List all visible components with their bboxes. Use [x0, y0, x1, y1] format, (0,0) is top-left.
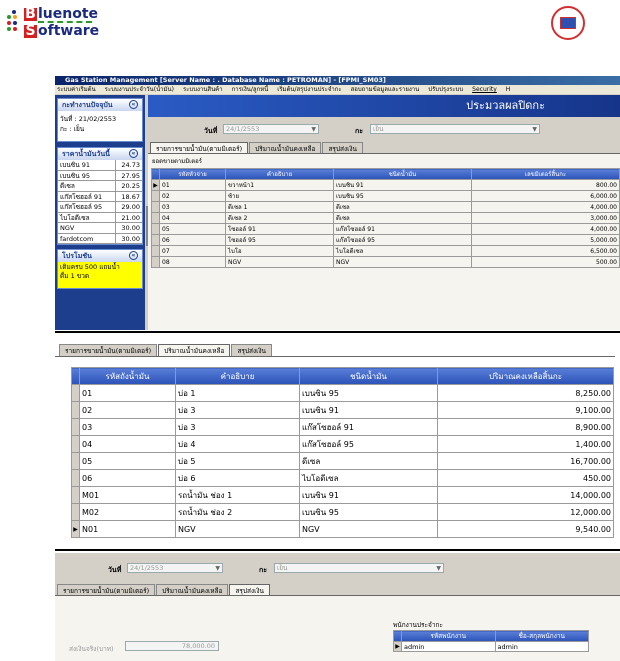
tab-0[interactable]: รายการขายน้ำมัน(ตามมิเตอร์) — [150, 142, 248, 155]
cell-desc: บ่อ 5 — [176, 453, 300, 470]
cell-desc: NGV — [176, 521, 300, 538]
fuel-price-row — [58, 202, 142, 213]
column-header[interactable]: รหัสหัวจ่าย — [160, 169, 226, 180]
fuel-name: ไบโอดีเซล — [58, 213, 116, 223]
date-label: วันที่ — [108, 566, 122, 574]
cell-fuel: แก๊สโซฮอล์ 95 — [334, 235, 472, 246]
staff-table — [393, 630, 589, 652]
date-input[interactable]: 24/1/2553 ▼ — [223, 124, 319, 134]
cell-desc: บ่อ 3 — [176, 402, 300, 419]
cell-desc: ซ้าย — [226, 191, 334, 202]
cell-fuel: ไบโอดีเซล — [300, 470, 438, 487]
table-row[interactable] — [72, 470, 614, 487]
chevron-down-icon: ▼ — [215, 565, 220, 572]
row-selector[interactable] — [152, 213, 160, 224]
cell-code: admin — [402, 642, 496, 652]
row-selector[interactable]: ▶ — [72, 521, 80, 538]
cell-val: 4,000.00 — [472, 202, 620, 213]
column-header[interactable]: ชนิดน้ำมัน — [334, 169, 472, 180]
cell-fuel: แก๊สโซฮอล์ 95 — [300, 436, 438, 453]
cell-val: 800.00 — [472, 180, 620, 191]
summary-section — [55, 553, 620, 661]
fuel-name: เบนซิน 91 — [58, 160, 116, 170]
fuel-name: เบนซิน 95 — [58, 171, 116, 181]
menu-item-4[interactable]: เริ่มต้น/สรุปงานประจำกะ — [277, 86, 342, 93]
cell-val: 450.00 — [438, 470, 614, 487]
row-selector[interactable] — [72, 402, 80, 419]
shift-label: กะ — [259, 566, 267, 574]
fuel-name: แก๊สโซฮอล์ 95 — [58, 202, 116, 212]
fuel-name: NGV — [58, 223, 116, 233]
window-title: Gas Station Management [Server Name : . Database Name : PETROMAN] - [FPMI_SM03] — [55, 76, 620, 85]
collapse-icon[interactable]: « — [129, 251, 138, 260]
table-row[interactable] — [72, 419, 614, 436]
cell-code: 06 — [80, 470, 176, 487]
fuel-price: 18.67 — [121, 192, 140, 201]
cell-fuel: ดีเซล — [334, 213, 472, 224]
cell-code: 01 — [160, 180, 226, 191]
menu-item-1[interactable]: ระบบงานประจำวัน(น้ำมัน) — [104, 86, 174, 93]
row-selector[interactable] — [72, 470, 80, 487]
row-selector[interactable] — [152, 235, 160, 246]
column-header[interactable]: เลขมิเตอร์สิ้นกะ — [472, 169, 620, 180]
fuel-price-row — [58, 192, 142, 203]
fuel-price-row — [58, 171, 142, 182]
cell-code: 03 — [80, 419, 176, 436]
column-header[interactable]: คำอธิบาย — [176, 368, 300, 385]
cell-fuel: เบนซิน 95 — [300, 385, 438, 402]
menu-item-2[interactable]: ระบบงานสินค้า — [182, 86, 223, 93]
date-input[interactable]: 24/1/2553 ▼ — [127, 563, 223, 573]
cell-val: 5,000.00 — [472, 235, 620, 246]
menu-item-7[interactable]: Security — [472, 86, 497, 93]
column-header[interactable]: คำอธิบาย — [226, 169, 334, 180]
menu-item-3[interactable]: การเงิน/ลูกหนี้ — [231, 86, 269, 93]
page-title: ประมวลผลปิดกะ — [148, 95, 620, 117]
cell-desc: ดีเซล 2 — [226, 213, 334, 224]
fuel-price-row — [58, 213, 142, 224]
column-header[interactable]: ชนิดน้ำมัน — [300, 368, 438, 385]
table-row[interactable] — [72, 487, 614, 504]
tab-2[interactable]: สรุปส่งเงิน — [322, 142, 363, 155]
shift-select[interactable]: เย็น ▼ — [274, 563, 444, 573]
cell-code: 06 — [160, 235, 226, 246]
cell-code: 03 — [160, 202, 226, 213]
cell-val: 6,500.00 — [472, 246, 620, 257]
table-row[interactable] — [152, 213, 620, 224]
cell-code: 01 — [80, 385, 176, 402]
cell-fuel: NGV — [334, 257, 472, 268]
cell-fuel: เบนซิน 95 — [300, 504, 438, 521]
cell-val: 1,400.00 — [438, 436, 614, 453]
cell-val: 3,000.00 — [472, 213, 620, 224]
row-selector[interactable] — [152, 224, 160, 235]
row-selector[interactable] — [72, 504, 80, 521]
row-selector-header — [152, 169, 160, 180]
fuel-price: 29.00 — [121, 203, 140, 211]
stock-table — [71, 367, 614, 538]
table-row[interactable] — [152, 202, 620, 213]
cell-code: N01 — [80, 521, 176, 538]
cell-val: 9,540.00 — [438, 521, 614, 538]
fuel-price: 27.95 — [121, 171, 140, 180]
fuel-price: 30.00 — [121, 234, 140, 243]
cell-fuel: ดีเซล — [334, 202, 472, 213]
column-header[interactable]: ปริมาณคงเหลือสิ้นกะ — [438, 368, 614, 385]
menu-item-0[interactable]: ระบบค่าเริ่มต้น — [57, 86, 96, 93]
shift-label: กะ — [355, 127, 363, 135]
cell-val: 8,900.00 — [438, 419, 614, 436]
menu-bar — [55, 85, 620, 94]
current-shift-panel — [57, 98, 143, 142]
promotion-text: เติมครบ 500 แถมน้ำ — [60, 263, 120, 271]
fuel-price-title: ราคาน้ำมันวันนี้ — [62, 150, 110, 158]
cell-code: 05 — [80, 453, 176, 470]
company-logo: B luenote S oftware — [25, 6, 100, 39]
app-window — [55, 76, 620, 330]
cell-fuel: ไบโอดีเซล — [334, 246, 472, 257]
fuel-name: fardotcom — [58, 234, 116, 244]
cell-fuel: เบนซิน 95 — [334, 191, 472, 202]
table-row[interactable] — [72, 436, 614, 453]
cell-fuel: แก๊สโซฮอล์ 91 — [300, 419, 438, 436]
row-selector[interactable] — [152, 191, 160, 202]
meter-group-label: ยอดขายตามมิเตอร์ — [152, 158, 202, 165]
cell-desc: โซฮอล์ 95 — [226, 235, 334, 246]
cell-fuel: แก๊สโซฮอล์ 91 — [334, 224, 472, 235]
cell-desc: ดีเซล 1 — [226, 202, 334, 213]
cell-val: 6,000.00 — [472, 191, 620, 202]
menu-item-5[interactable]: สอบถามข้อมูลและรายงาน — [350, 86, 420, 93]
cell-fuel: เบนซิน 91 — [300, 487, 438, 504]
menu-item-8[interactable]: H — [505, 86, 511, 93]
row-selector[interactable] — [72, 453, 80, 470]
date-label: วันที่ — [204, 127, 218, 135]
cell-code: 04 — [80, 436, 176, 453]
column-header[interactable]: รหัสพนักงาน — [402, 631, 496, 642]
row-selector-header — [72, 368, 80, 385]
chevron-down-icon: ▼ — [532, 126, 537, 133]
tab-1[interactable]: ปริมาณน้ำมันคงเหลือ — [158, 344, 230, 357]
cell-code: M01 — [80, 487, 176, 504]
cell-desc: รถน้ำมัน ช่อง 2 — [176, 504, 300, 521]
cell-val: 8,250.00 — [438, 385, 614, 402]
cell-code: 04 — [160, 213, 226, 224]
tab-0[interactable]: รายการขายน้ำมัน(ตามมิเตอร์) — [57, 584, 155, 597]
table-row[interactable] — [72, 385, 614, 402]
shift-select[interactable]: เย็น ▼ — [370, 124, 540, 134]
cell-val: 9,100.00 — [438, 402, 614, 419]
fuel-name: ดีเซล — [58, 181, 116, 191]
logo-divider — [38, 21, 92, 23]
cell-val: 4,000.00 — [472, 224, 620, 235]
promotion-title: โปรโมชัน — [62, 252, 92, 260]
fuel-price-row — [58, 181, 142, 192]
cell-code: 07 — [160, 246, 226, 257]
fuel-price-row — [58, 234, 142, 245]
cell-desc: รถน้ำมัน ช่อง 1 — [176, 487, 300, 504]
sidebar — [55, 95, 145, 330]
table-row[interactable] — [72, 504, 614, 521]
table-row[interactable] — [152, 257, 620, 268]
table-row[interactable] — [72, 402, 614, 419]
table-row[interactable] — [152, 224, 620, 235]
cell-desc: บ่อ 6 — [176, 470, 300, 487]
fuel-price-panel — [57, 147, 143, 245]
chevron-down-icon: ▼ — [311, 126, 316, 133]
cash-input[interactable]: 78,000.00 — [125, 641, 219, 651]
fuel-price: 21.00 — [121, 213, 140, 222]
cell-desc: บ่อ 4 — [176, 436, 300, 453]
cell-val: 14,000.00 — [438, 487, 614, 504]
cell-code: 02 — [160, 191, 226, 202]
staff-group-label: พนักงานประจำกะ — [393, 621, 443, 629]
cell-val: 12,000.00 — [438, 504, 614, 521]
cell-fuel: NGV — [300, 521, 438, 538]
cell-code: 05 — [160, 224, 226, 235]
collapse-icon[interactable]: « — [129, 100, 138, 109]
cell-desc: บ่อ 1 — [176, 385, 300, 402]
row-selector[interactable]: ▶ — [153, 181, 158, 189]
cell-fuel: เบนซิน 91 — [300, 402, 438, 419]
table-row[interactable] — [72, 453, 614, 470]
row-selector[interactable] — [72, 385, 80, 402]
fuel-price: 24.73 — [121, 161, 140, 169]
row-selector[interactable] — [152, 202, 160, 213]
cell-code: 02 — [80, 402, 176, 419]
meter-table — [151, 168, 620, 268]
menu-item-6[interactable]: ปรับปรุงระบบ — [428, 86, 464, 93]
cell-desc: บ่อ 3 — [176, 419, 300, 436]
column-header[interactable]: รหัสถังน้ำมัน — [80, 368, 176, 385]
collapse-icon[interactable]: « — [129, 149, 138, 158]
tab-1[interactable]: ปริมาณน้ำมันคงเหลือ — [156, 584, 228, 597]
cell-name: admin — [495, 642, 589, 652]
table-row[interactable] — [72, 521, 614, 538]
row-selector-header — [394, 631, 402, 642]
row-selector[interactable]: ▶ — [395, 643, 400, 650]
chevron-down-icon: ▼ — [436, 565, 441, 572]
row-selector[interactable] — [72, 436, 80, 453]
row-selector[interactable] — [152, 246, 160, 257]
cell-val: 500.00 — [472, 257, 620, 268]
promotion-text-2: ดื่ม 1 ขวด — [60, 272, 90, 280]
seal-logo — [551, 6, 585, 40]
fuel-price: 20.25 — [121, 182, 140, 190]
fuel-name: แก๊สโซฮอล์ 91 — [58, 192, 116, 202]
column-header[interactable]: ชื่อ-สกุลพนักงาน — [495, 631, 589, 642]
row-selector[interactable] — [72, 487, 80, 504]
logo-dots-icon — [7, 10, 21, 36]
cash-label: ส่งเงินจริง(บาท) — [69, 645, 114, 653]
shift-date: วันที่ : 21/02/2553 — [60, 115, 117, 123]
table-row[interactable] — [394, 642, 589, 652]
fuel-price: 30.00 — [121, 224, 140, 232]
tab-2[interactable]: สรุปส่งเงิน — [229, 584, 270, 597]
cell-fuel: ดีเซล — [300, 453, 438, 470]
table-row[interactable] — [152, 246, 620, 257]
cell-desc: ไบโอ — [226, 246, 334, 257]
promotion-panel — [57, 249, 143, 289]
cell-desc: ขวาหน้า1 — [226, 180, 334, 191]
cell-code: 08 — [160, 257, 226, 268]
fuel-price-row — [58, 160, 142, 171]
cell-val: 16,700.00 — [438, 453, 614, 470]
table-row[interactable] — [152, 235, 620, 246]
cell-desc: NGV — [226, 257, 334, 268]
tab-2[interactable]: สรุปส่งเงิน — [231, 344, 272, 357]
shift-name: กะ : เย็น — [60, 125, 85, 133]
row-selector[interactable] — [72, 419, 80, 436]
table-row[interactable] — [152, 180, 620, 191]
stock-section — [55, 335, 615, 550]
tab-0[interactable]: รายการขายน้ำมัน(ตามมิเตอร์) — [59, 344, 157, 357]
cell-code: M02 — [80, 504, 176, 521]
tab-1[interactable]: ปริมาณน้ำมันคงเหลือ — [249, 142, 321, 155]
row-selector[interactable] — [152, 257, 160, 268]
current-shift-title: กะทำงานปัจจุบัน — [62, 101, 113, 109]
cell-fuel: เบนซิน 91 — [334, 180, 472, 191]
fuel-price-row — [58, 223, 142, 234]
table-row[interactable] — [152, 191, 620, 202]
cell-desc: โซฮอล์ 91 — [226, 224, 334, 235]
